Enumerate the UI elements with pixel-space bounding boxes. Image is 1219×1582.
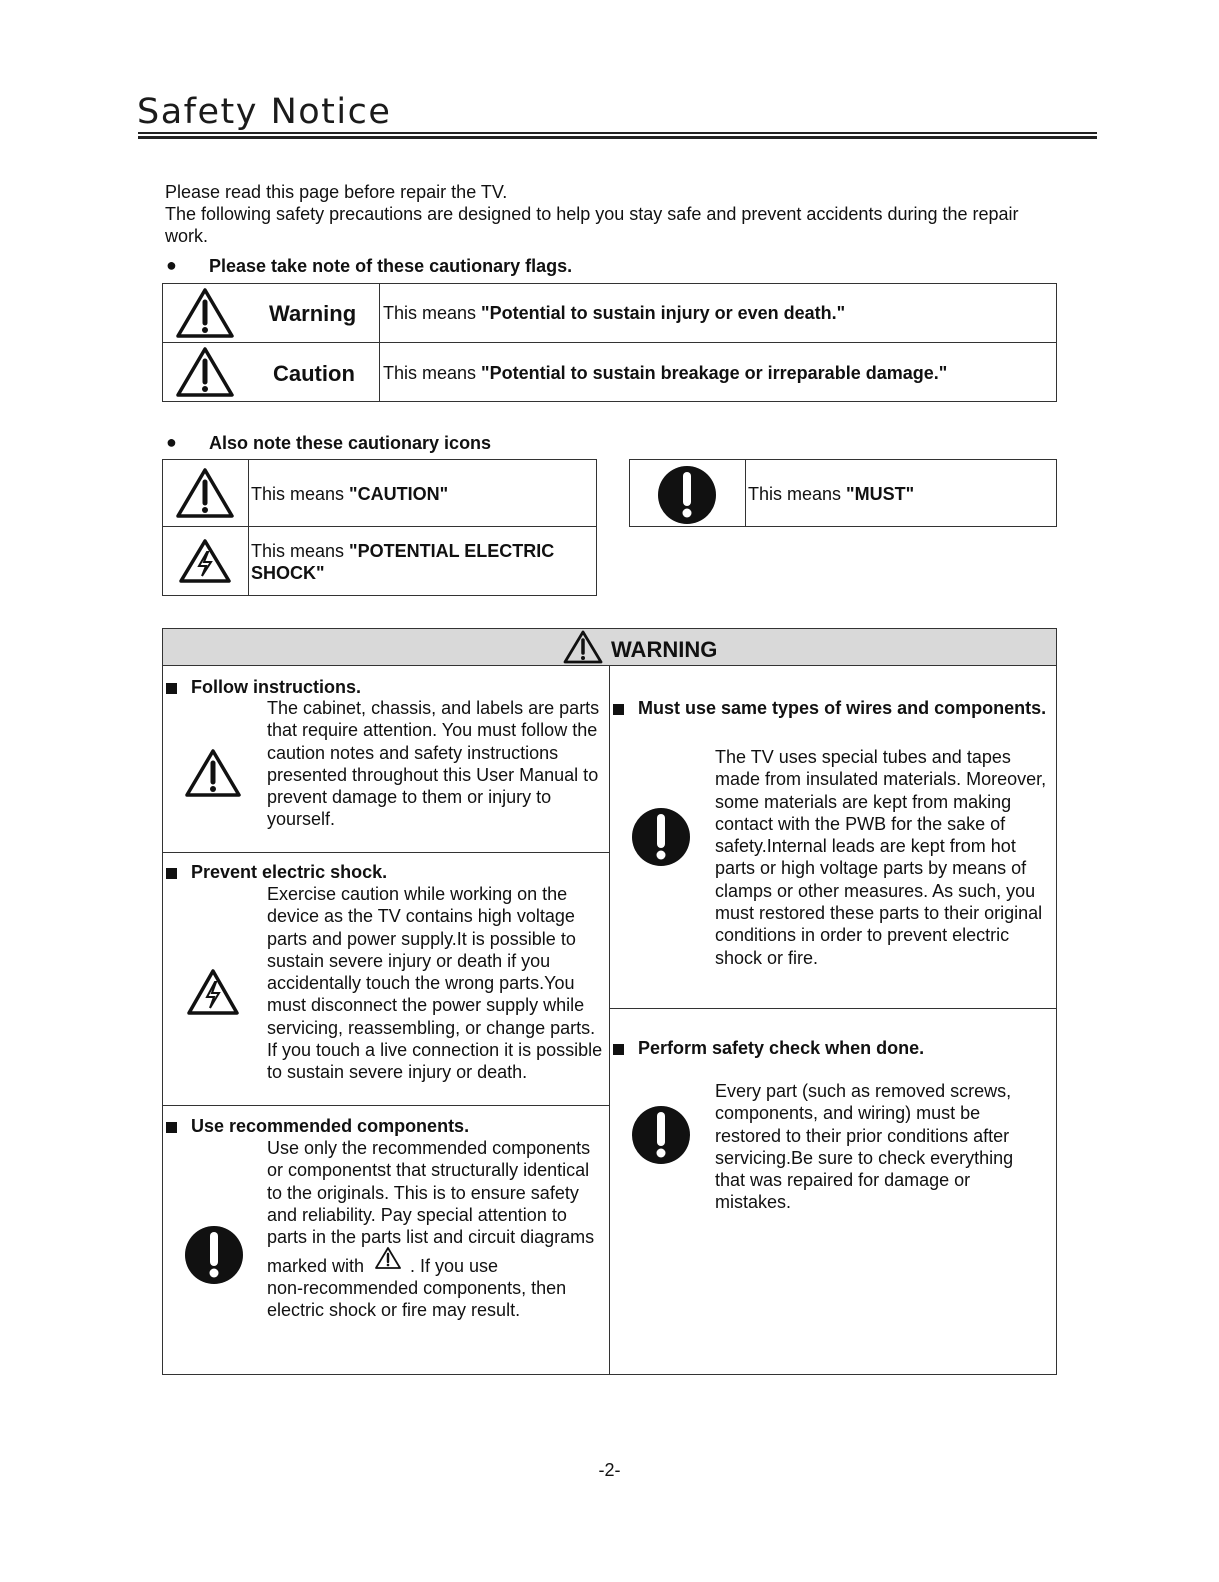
body-line: The TV uses special tubes and tapes bbox=[715, 747, 1011, 767]
must-exclamation-icon bbox=[656, 464, 718, 526]
icon-meaning-must bbox=[748, 483, 914, 505]
body-line: some materials are kept from making bbox=[715, 791, 1012, 812]
body-line: clamps or other measures. As such, you bbox=[715, 880, 1036, 901]
icon-prefix: This means bbox=[748, 484, 847, 504]
body-line: servicing.Be sure to check everything bbox=[715, 1147, 1014, 1168]
table-divider bbox=[609, 1008, 1057, 1009]
marked-with-line bbox=[267, 1255, 364, 1277]
icon-meaning-shock bbox=[251, 540, 591, 584]
body-line: Exercise caution while working on the bbox=[267, 884, 568, 904]
flag-meaning-warning bbox=[383, 302, 845, 324]
intro-text bbox=[165, 181, 1065, 247]
body-line: device as the TV contains high voltage bbox=[267, 906, 575, 927]
body-line: prevent damage to them or injury to bbox=[267, 787, 552, 808]
body-line: Every part (such as removed screws, bbox=[715, 1081, 1012, 1101]
square-bullet-icon bbox=[613, 1042, 624, 1060]
flag-meaning: "Potential to sustain breakage or irreparable damage." bbox=[481, 363, 948, 383]
caution-triangle-icon bbox=[184, 748, 242, 798]
must-exclamation-icon bbox=[183, 1224, 245, 1286]
body-line: caution notes and safety instructions bbox=[267, 742, 559, 763]
icon-prefix: This means bbox=[251, 484, 350, 504]
title-rule-thick bbox=[138, 136, 1097, 139]
icon-meaning: "POTENTIAL ELECTRIC bbox=[349, 541, 555, 561]
section-title-components: Use recommended components. bbox=[191, 1116, 470, 1136]
table-divider bbox=[162, 1105, 609, 1106]
flag-label-caution: Caution bbox=[273, 361, 355, 386]
icon-meaning: "CAUTION" bbox=[349, 484, 449, 504]
section-title-wires: Must use same types of wires and components. bbox=[638, 698, 1047, 718]
body-line: components, and wiring) must be bbox=[715, 1103, 981, 1124]
square-bullet-icon bbox=[166, 866, 177, 884]
body-line: to the originals. This is to ensure safety bbox=[267, 1182, 579, 1203]
body-line: parts and power supply.It is possible to bbox=[267, 928, 576, 949]
body-line: must disconnect the power supply while bbox=[267, 995, 585, 1016]
section-title-shock: Prevent electric shock. bbox=[191, 862, 388, 882]
bullet-icon: ● bbox=[166, 432, 177, 452]
table-divider bbox=[162, 526, 597, 527]
body-line: If you touch a live connection it is possible bbox=[267, 1040, 603, 1061]
body-line: conditions in order to prevent electric bbox=[715, 925, 1010, 946]
section-body-shock bbox=[267, 883, 609, 1084]
warning-header-icon bbox=[563, 630, 603, 664]
intro-line: The following safety precautions are designed to help you stay safe and prevent accidents during the repair bbox=[165, 204, 1019, 224]
title-rule-thin bbox=[138, 132, 1097, 134]
icon-prefix: This means bbox=[251, 541, 350, 561]
body-line: contact with the PWB for the sake of bbox=[715, 813, 1006, 834]
body-line: that was repaired for damage or bbox=[715, 1170, 971, 1191]
body-line: or componentst that structurally identical bbox=[267, 1160, 590, 1181]
warning-triangle-icon bbox=[175, 287, 235, 339]
flags-heading: Please take note of these cautionary flags. bbox=[209, 256, 573, 276]
page-number: -2- bbox=[598, 1460, 621, 1480]
body-line: safety.Internal leads are kept from hot bbox=[715, 836, 1016, 857]
must-exclamation-icon bbox=[630, 1104, 692, 1166]
caution-triangle-icon bbox=[374, 1246, 402, 1270]
body-line: parts or high voltage parts by means of bbox=[715, 858, 1027, 879]
body-line: The cabinet, chassis, and labels are parts bbox=[267, 698, 600, 718]
section-title-check: Perform safety check when done. bbox=[638, 1038, 925, 1058]
body-line: shock or fire. bbox=[715, 947, 819, 968]
body-line: to sustain severe injury or death. bbox=[267, 1062, 528, 1083]
icons-heading: Also note these cautionary icons bbox=[209, 433, 492, 453]
caution-triangle-icon bbox=[175, 467, 235, 519]
section-body-follow bbox=[267, 697, 609, 831]
body-line: presented throughout this User Manual to bbox=[267, 764, 599, 785]
body-line: and reliability. Pay special attention to bbox=[267, 1204, 567, 1225]
table-divider bbox=[162, 342, 1057, 343]
body-line: yourself. bbox=[267, 809, 336, 830]
body-line: must restored these parts to their original bbox=[715, 903, 1043, 924]
warning-header-title: WARNING bbox=[611, 637, 718, 662]
intro-line: Please read this page before repair the TV. bbox=[165, 182, 508, 202]
table-divider bbox=[745, 459, 746, 527]
table-divider bbox=[248, 459, 249, 596]
flag-prefix: This means bbox=[383, 363, 482, 383]
square-bullet-icon bbox=[166, 681, 177, 699]
body-line: that require attention. You must follow the bbox=[267, 720, 598, 741]
body-line: made from insulated materials. Moreover, bbox=[715, 769, 1047, 790]
bullet-icon: ● bbox=[166, 255, 177, 275]
body-line: accidentally touch the wrong parts.You bbox=[267, 973, 575, 994]
body-line: servicing, reassembling, or change parts. bbox=[267, 1017, 596, 1038]
section-body-components bbox=[267, 1137, 609, 1248]
body-line: parts in the parts list and circuit diagrams bbox=[267, 1227, 595, 1248]
body-line: mistakes. bbox=[715, 1192, 792, 1213]
icon-meaning: "MUST" bbox=[846, 484, 915, 504]
electric-shock-icon bbox=[186, 968, 240, 1016]
square-bullet-icon bbox=[166, 1120, 177, 1138]
body-line: restored to their prior conditions after bbox=[715, 1125, 1010, 1146]
body-line: sustain severe injury or death if you bbox=[267, 950, 551, 971]
body-line: non-recommended components, then bbox=[267, 1278, 567, 1298]
body-line: electric shock or fire may result. bbox=[267, 1300, 521, 1321]
section-body-check bbox=[715, 1080, 1057, 1214]
warning-header bbox=[163, 629, 1056, 665]
icon-meaning-caution bbox=[251, 483, 448, 505]
table-divider bbox=[162, 852, 609, 853]
section-body-components-2 bbox=[267, 1277, 609, 1322]
flag-prefix: This means bbox=[383, 303, 482, 323]
flag-label-warning: Warning bbox=[269, 301, 357, 326]
marked-with-suffix: . If you use bbox=[410, 1256, 499, 1276]
section-title-follow: Follow instructions. bbox=[191, 677, 361, 697]
body-line: Use only the recommended components bbox=[267, 1138, 591, 1158]
electric-shock-icon bbox=[178, 538, 232, 584]
page-title: Safety Notice bbox=[137, 92, 392, 132]
body-line: marked with bbox=[267, 1256, 365, 1276]
square-bullet-icon bbox=[613, 702, 624, 720]
must-exclamation-icon bbox=[630, 806, 692, 868]
section-body-wires bbox=[715, 746, 1057, 969]
column-divider bbox=[609, 665, 610, 1375]
flag-meaning: "Potential to sustain injury or even death." bbox=[481, 303, 846, 323]
icon-meaning: SHOCK" bbox=[251, 563, 325, 583]
caution-triangle-icon bbox=[175, 346, 235, 398]
intro-line: work. bbox=[165, 226, 209, 246]
flag-meaning-caution bbox=[383, 362, 947, 384]
